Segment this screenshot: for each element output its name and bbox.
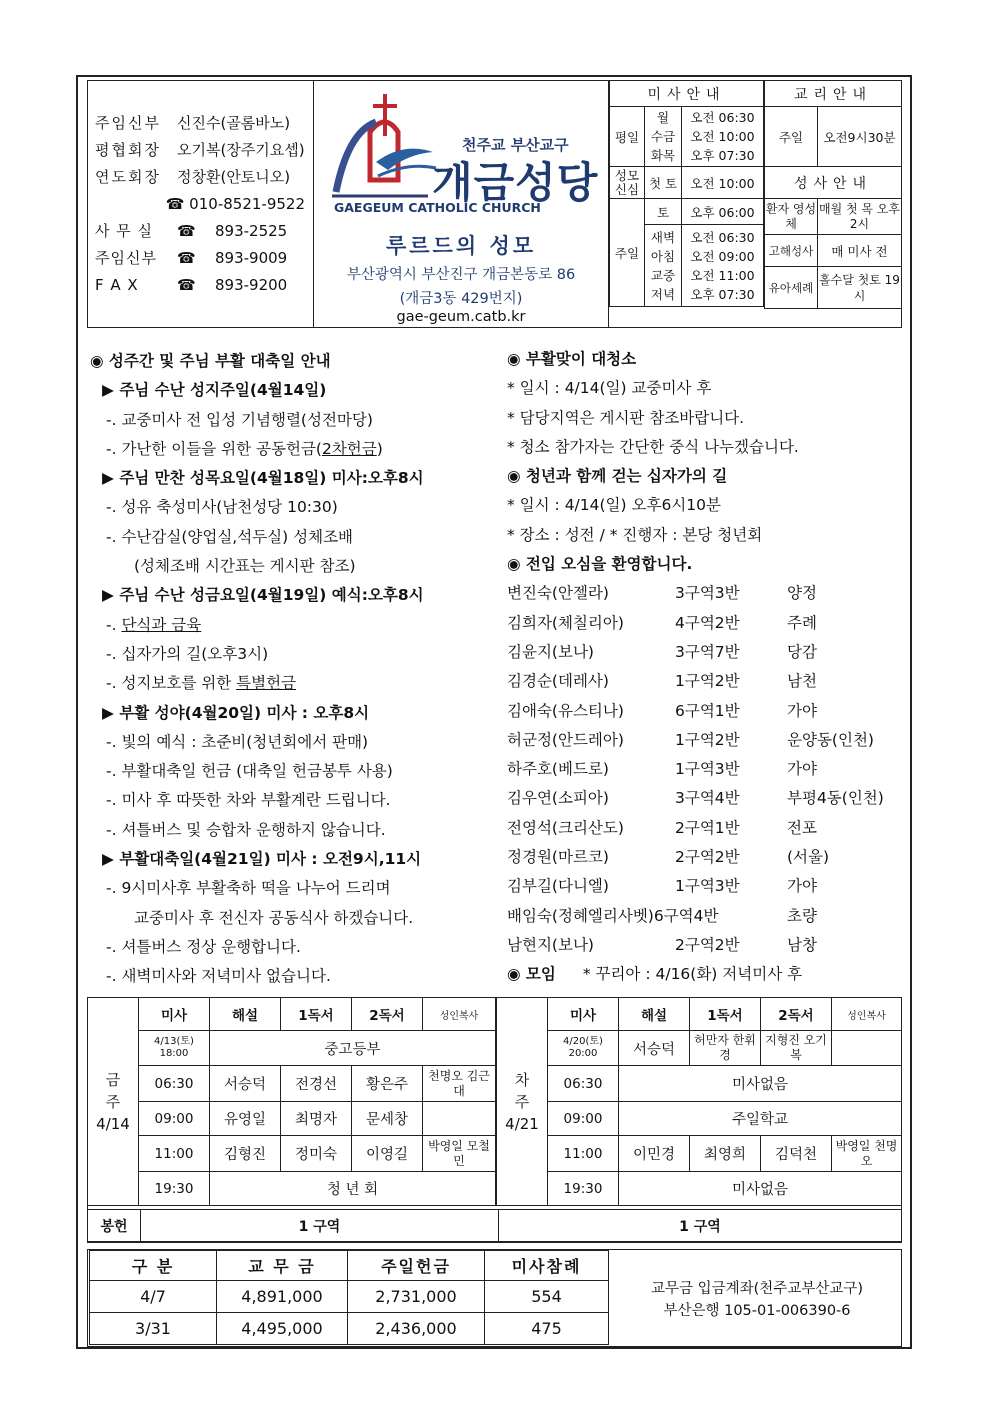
finance-cell: 554 (485, 1281, 609, 1313)
duty-merged: 중고등부 (210, 1031, 496, 1066)
phone-icon: ☎ (177, 249, 196, 267)
staff-role: 주임신부 (95, 114, 161, 132)
phone-number: 893-9200 (215, 276, 288, 294)
duty-cell: 박영일 모철민 (423, 1136, 496, 1172)
church-name-en: GAEGEUM CATHOLIC CHURCH (334, 200, 541, 215)
catechism-time: 오전9시30분 (818, 107, 902, 167)
duty-mass: 09:00 (548, 1102, 619, 1136)
sunday-day: 아침 (650, 248, 676, 264)
catechism-table (764, 80, 902, 309)
finance-cell: 2,731,000 (348, 1281, 485, 1313)
meeting-text: * 꾸리아 : 4/16(화) 저녁미사 후 (582, 965, 803, 984)
sunday-time: 오전 06:30 (690, 229, 755, 245)
first-sat-day: 첫 토 (645, 167, 682, 199)
week-label-part: 4/14 (96, 1114, 130, 1133)
sacrament-value: 매월 첫 목 오후 2시 (818, 199, 902, 235)
duty-header: 해설 (619, 998, 690, 1031)
welcome-row (507, 697, 907, 726)
phone-number: 893-9009 (215, 249, 288, 267)
duty-cell: 정미숙 (281, 1136, 352, 1172)
welcome-from: 양정 (787, 584, 817, 603)
duty-cell (832, 1031, 902, 1066)
duty-cell: 천명오 김근대 (423, 1066, 496, 1102)
welcome-district: 1구역2반 (675, 672, 740, 691)
welcome-row (507, 872, 907, 901)
staff-block (95, 110, 310, 299)
offering-this-week: 1 구역 (141, 1210, 499, 1243)
welcome-name: 김애숙(유스티나) (507, 701, 624, 720)
schedule-item: 오전 10:00 (690, 129, 755, 144)
underlined-text: 특별헌금 (236, 674, 297, 693)
welcome-district: 2구역2반 (675, 935, 740, 954)
sunday-day: 교중 (650, 267, 676, 283)
welcome-district: 4구역2반 (675, 613, 740, 632)
sacrament-value: 홀수달 첫토 19시 (818, 267, 902, 309)
welcome-district (675, 902, 787, 931)
duty-header: 2독서 (761, 998, 832, 1031)
welcome-from: 주례 (787, 613, 817, 632)
finance-cell: 4,495,000 (217, 1313, 348, 1345)
finance-cell: 3/31 (90, 1313, 217, 1345)
staff-row (95, 137, 310, 164)
phone-label: 사 무 실 (95, 222, 154, 240)
finance-header: 주일헌금 (348, 1251, 485, 1281)
duty-cell: 박영일 천명오 (832, 1136, 902, 1172)
welcome-name: 허군정(안드레아) (507, 730, 624, 749)
sacrament-title: 성사안내 (765, 167, 902, 199)
cleaning-item: * 담당지역은 게시판 참조바랍니다. (507, 408, 745, 427)
week-label-part: 차 (514, 1070, 530, 1089)
welcome-district: 1구역3반 (675, 877, 740, 896)
duty-mass: 09:00 (139, 1102, 210, 1136)
duty-cell: 김덕천 (761, 1136, 832, 1172)
finance-header: 미사참례 (485, 1251, 609, 1281)
finance-header: 교 무 금 (217, 1251, 348, 1281)
notice-line: -. 수난감실(양업실,석두실) 성체조배 (106, 527, 354, 546)
phone-label: F A X (95, 276, 139, 294)
notice-line: -. 미사 후 따뜻한 차와 부활계란 드립니다. (106, 791, 391, 810)
notice-line: ▶ 부활 성야(4월20일) 미사 : 오후8시 (102, 703, 370, 722)
sat-day: 토 (645, 199, 682, 225)
welcome-row (507, 902, 907, 931)
welcome-name: 김윤지(보나) (507, 642, 594, 661)
address-line2: (개금3동 429번지) (399, 291, 523, 307)
address-line1: 부산광역시 부산진구 개금본동로 86 (346, 267, 576, 283)
welcome-name: 정경원(마르코) (507, 848, 609, 867)
welcome-title: ◉ 전입 오심을 환영합니다. (507, 555, 693, 574)
duty-cell: 허만자 한휘경 (690, 1031, 761, 1066)
right-notices (507, 345, 907, 990)
duty-header: 2독서 (352, 998, 423, 1031)
welcome-name: 김희자(체칠리아) (507, 613, 624, 632)
notice-line: -. 단식과 금육 (106, 615, 202, 634)
welcome-row (507, 579, 907, 608)
notice-line: -. 가난한 이들을 위한 공동헌금(2차헌금) (106, 439, 383, 458)
account-info (612, 1278, 902, 1322)
notice-line: 교중미사 후 전신자 공동식사 하겠습니다. (134, 908, 414, 927)
duty-mass: 06:30 (548, 1066, 619, 1102)
welcome-district: 1구역2반 (675, 730, 740, 749)
notice-line: -. 빛의 예식 : 초준비(청년회에서 판매) (106, 732, 369, 751)
welcome-district: 6구역1반 (675, 701, 740, 720)
logo-block (313, 80, 609, 328)
welcome-name: 배임숙(정혜엘리사벳)6구역4반 (507, 906, 719, 925)
underlined-text: 단식과 금육 (121, 615, 202, 634)
welcome-row (507, 814, 907, 843)
welcome-name: 변진숙(안젤라) (507, 584, 609, 603)
sacrament-label: 유아세례 (765, 267, 818, 309)
website[interactable]: gae-geum.catb.kr (396, 309, 526, 325)
schedule-item: 오전 06:30 (690, 110, 755, 125)
notice-line: ◉ 성주간 및 주님 부활 대축일 안내 (90, 352, 331, 370)
staff-name: 신진수(골롬바노) (177, 114, 291, 132)
duty-mass: 4/20(토) 20:00 (548, 1031, 619, 1066)
notice-line: -. 셔틀버스 정상 운행합니다. (106, 937, 301, 956)
welcome-district: 3구역7반 (675, 642, 740, 661)
finance-table (89, 1250, 609, 1345)
welcome-district: 1구역3반 (675, 760, 740, 779)
duty-header: 미사 (548, 998, 619, 1031)
phone-row (95, 245, 310, 272)
welcome-district: 2구역1반 (675, 818, 740, 837)
welcome-from: 전포 (787, 818, 817, 837)
duty-cell: 최명자 (281, 1102, 352, 1136)
schedule-item: 화목 (650, 148, 676, 163)
notice-line: -. 교중미사 전 입성 기념행렬(성전마당) (106, 410, 373, 429)
duty-mass: 06:30 (139, 1066, 210, 1102)
notice-line: -. 부활대축일 헌금 (대축일 헌금봉투 사용) (106, 762, 393, 781)
duty-merged: 주일학교 (619, 1102, 902, 1136)
notice-line: ▶ 주님 수난 성금요일(4월19일) 예식:오후8시 (102, 586, 424, 605)
sunday-time: 오전 09:00 (690, 248, 755, 264)
notice-line: ▶ 주님 만찬 성목요일(4월18일) 미사:오후8시 (102, 469, 424, 488)
phone-number: 893-2525 (215, 222, 288, 240)
meeting-title: ◉ 모임 (507, 965, 556, 984)
welcome-from: 가야 (787, 877, 817, 896)
finance-cell: 4/7 (90, 1281, 217, 1313)
schedule-item: 수금 (650, 129, 676, 144)
welcome-name: 하주호(베드로) (507, 760, 609, 779)
sunday-day: 새벽 (650, 229, 676, 245)
welcome-from: 초량 (787, 906, 817, 925)
duty-merged: 미사없음 (619, 1172, 902, 1206)
welcome-name: 전영석(크리산도) (507, 818, 624, 837)
duty-header: 성인복사 (832, 998, 902, 1031)
weekday-days (645, 107, 682, 167)
welcome-row (507, 784, 907, 813)
duty-cell: 지형진 오기복 (761, 1031, 832, 1066)
welcome-name: 김경순(데레사) (507, 672, 609, 691)
sunday-days (645, 225, 682, 307)
duty-header: 1독서 (281, 998, 352, 1031)
duty-table-this-week (87, 997, 496, 1206)
cross-item: * 일시 : 4/14(일) 오후6시10분 (507, 496, 721, 515)
duty-cell: 문세창 (352, 1102, 423, 1136)
duty-mass: 19:30 (548, 1172, 619, 1206)
catechism-label: 주일 (765, 107, 818, 167)
notice-line: (성체조배 시간표는 게시판 참조) (134, 557, 356, 576)
sat-time: 오후 06:00 (682, 199, 764, 225)
staff-name: 오기복(장주기요셉) (177, 141, 305, 159)
staff-name: 정창환(안토니오) (177, 168, 291, 186)
welcome-from: 남천 (787, 672, 817, 691)
sacrament-value: 매 미사 전 (818, 235, 902, 267)
first-sat-label: 성모신심 (610, 167, 645, 199)
welcome-from: 남창 (787, 935, 817, 954)
duty-mass: 11:00 (139, 1136, 210, 1172)
phone-label: 주임신부 (95, 249, 157, 267)
welcome-row (507, 931, 907, 960)
welcome-row (507, 667, 907, 696)
mass-title: 미사안내 (610, 81, 764, 107)
duty-cell: 이영길 (352, 1136, 423, 1172)
cleaning-item: * 일시 : 4/14(일) 교중미사 후 (507, 379, 712, 398)
duty-header: 해설 (210, 998, 281, 1031)
welcome-district: 2구역2반 (675, 848, 740, 867)
week-label-part: 금 (105, 1070, 121, 1089)
staff-row (95, 110, 310, 137)
duty-cell: 최영희 (690, 1136, 761, 1172)
staff-row (95, 164, 310, 191)
sunday-label: 주일 (610, 199, 645, 307)
first-sat-time: 오전 10:00 (682, 167, 764, 199)
cleaning-title: ◉ 부활맞이 대청소 (507, 350, 637, 368)
finance-header: 구 분 (90, 1251, 217, 1281)
finance-cell: 2,436,000 (348, 1313, 485, 1345)
sunday-day: 저녁 (650, 286, 676, 302)
welcome-row (507, 609, 907, 638)
welcome-row (507, 638, 907, 667)
welcome-name: 김부길(다니엘) (507, 877, 609, 896)
sunday-time: 오전 11:00 (690, 267, 755, 283)
welcome-row (507, 755, 907, 784)
catechism-title: 교리안내 (765, 81, 902, 107)
duty-cell: 황은주 (352, 1066, 423, 1102)
duty-cell: 김형진 (210, 1136, 281, 1172)
notice-line: ▶ 부활대축일(4월21일) 미사 : 오전9시,11시 (102, 850, 422, 869)
mobile-phone: ☎ 010-8521-9522 (165, 195, 305, 213)
duty-header: 성인복사 (423, 998, 496, 1031)
notice-line: -. 새벽미사와 저녁미사 없습니다. (106, 967, 331, 986)
duty-table-next-week (496, 997, 902, 1206)
welcome-from: 운양동(인천) (787, 730, 874, 749)
welcome-district: 3구역4반 (675, 789, 740, 808)
underlined-text: 2차헌금 (321, 439, 377, 458)
week-label-part: 주 (105, 1092, 121, 1111)
notice-line: -. 성유 축성미사(남천성당 10:30) (106, 498, 338, 517)
duty-header: 미사 (139, 998, 210, 1031)
duty-cell: 이민경 (619, 1136, 690, 1172)
offering-next-week: 1 구역 (499, 1210, 902, 1243)
schedule-item: 월 (656, 110, 670, 125)
cross-title: ◉ 청년과 함께 걷는 십자가의 길 (507, 467, 728, 486)
welcome-from: 가야 (787, 701, 817, 720)
sacrament-label: 환자 영성체 (765, 199, 818, 235)
weekday-label: 평일 (610, 107, 645, 167)
staff-role: 연도회장 (95, 168, 161, 186)
notice-line: ▶ 주님 수난 성지주일(4월14일) (102, 381, 327, 400)
welcome-name: 남현지(보나) (507, 935, 594, 954)
week-label (88, 998, 139, 1206)
schedule-item: 오후 07:30 (690, 148, 755, 163)
staff-role: 평협회장 (95, 141, 161, 159)
welcome-from: 가야 (787, 760, 817, 779)
sacrament-label: 고해성사 (765, 235, 818, 267)
duty-cell: 서승덕 (619, 1031, 690, 1066)
sunday-time: 오후 07:30 (690, 286, 755, 302)
finance-cell: 4,891,000 (217, 1281, 348, 1313)
duty-cell: 유영일 (210, 1102, 281, 1136)
church-logo-icon (328, 92, 438, 212)
duty-merged: 미사없음 (619, 1066, 902, 1102)
cleaning-item: * 청소 참가자는 간단한 중식 나누겠습니다. (507, 437, 799, 456)
duty-mass: 4/13(토) 18:00 (139, 1031, 210, 1066)
duty-cell: 전경선 (281, 1066, 352, 1102)
sunday-times (682, 225, 764, 307)
weekday-times (682, 107, 764, 167)
mass-schedule-table (609, 80, 764, 307)
welcome-from: 부평4동(인천) (787, 789, 884, 808)
welcome-row (507, 843, 907, 872)
duty-mass: 11:00 (548, 1136, 619, 1172)
account-line2: 부산은행 105-01-006390-6 (663, 1303, 851, 1319)
offering-row (87, 1209, 902, 1243)
phone-icon: ☎ (177, 276, 196, 294)
diocese-name: 천주교 부산교구 (462, 136, 569, 154)
finance-cell: 475 (485, 1313, 609, 1345)
week-label (497, 998, 548, 1206)
phone-row (95, 272, 310, 299)
welcome-row (507, 726, 907, 755)
account-line1: 교무금 입금계좌(천주교부산교구) (650, 1281, 864, 1297)
offering-label: 봉헌 (88, 1210, 141, 1243)
notice-line: -. 성지보호를 위한 특별헌금 (106, 674, 297, 693)
notice-line: -. 9시미사후 부활축하 떡을 나누어 드리며 (106, 879, 391, 898)
duty-cell (423, 1102, 496, 1136)
phone-row (95, 218, 310, 245)
week-label-part: 4/21 (505, 1114, 539, 1133)
welcome-from: 당감 (787, 642, 817, 661)
duty-mass: 19:30 (139, 1172, 210, 1206)
welcome-from: (서울) (787, 848, 830, 867)
cross-item: * 장소 : 성전 / * 진행자 : 본당 청년회 (507, 525, 763, 544)
duty-merged: 청 년 회 (210, 1172, 496, 1206)
welcome-name: 김우연(소피아) (507, 789, 609, 808)
holy-week-notice (90, 347, 500, 992)
phone-icon: ☎ (177, 222, 196, 240)
week-label-part: 주 (514, 1092, 530, 1111)
duty-header: 1독서 (690, 998, 761, 1031)
church-name: 개금성당 (432, 158, 599, 207)
notice-line: -. 십자가의 길(오후3시) (106, 644, 269, 663)
welcome-district: 3구역3반 (675, 584, 740, 603)
notice-line: -. 셔틀버스 및 승합차 운행하지 않습니다. (106, 820, 386, 839)
meeting-line (507, 960, 907, 989)
patron-name: 루르드의 성모 (385, 234, 537, 258)
duty-cell: 서승덕 (210, 1066, 281, 1102)
